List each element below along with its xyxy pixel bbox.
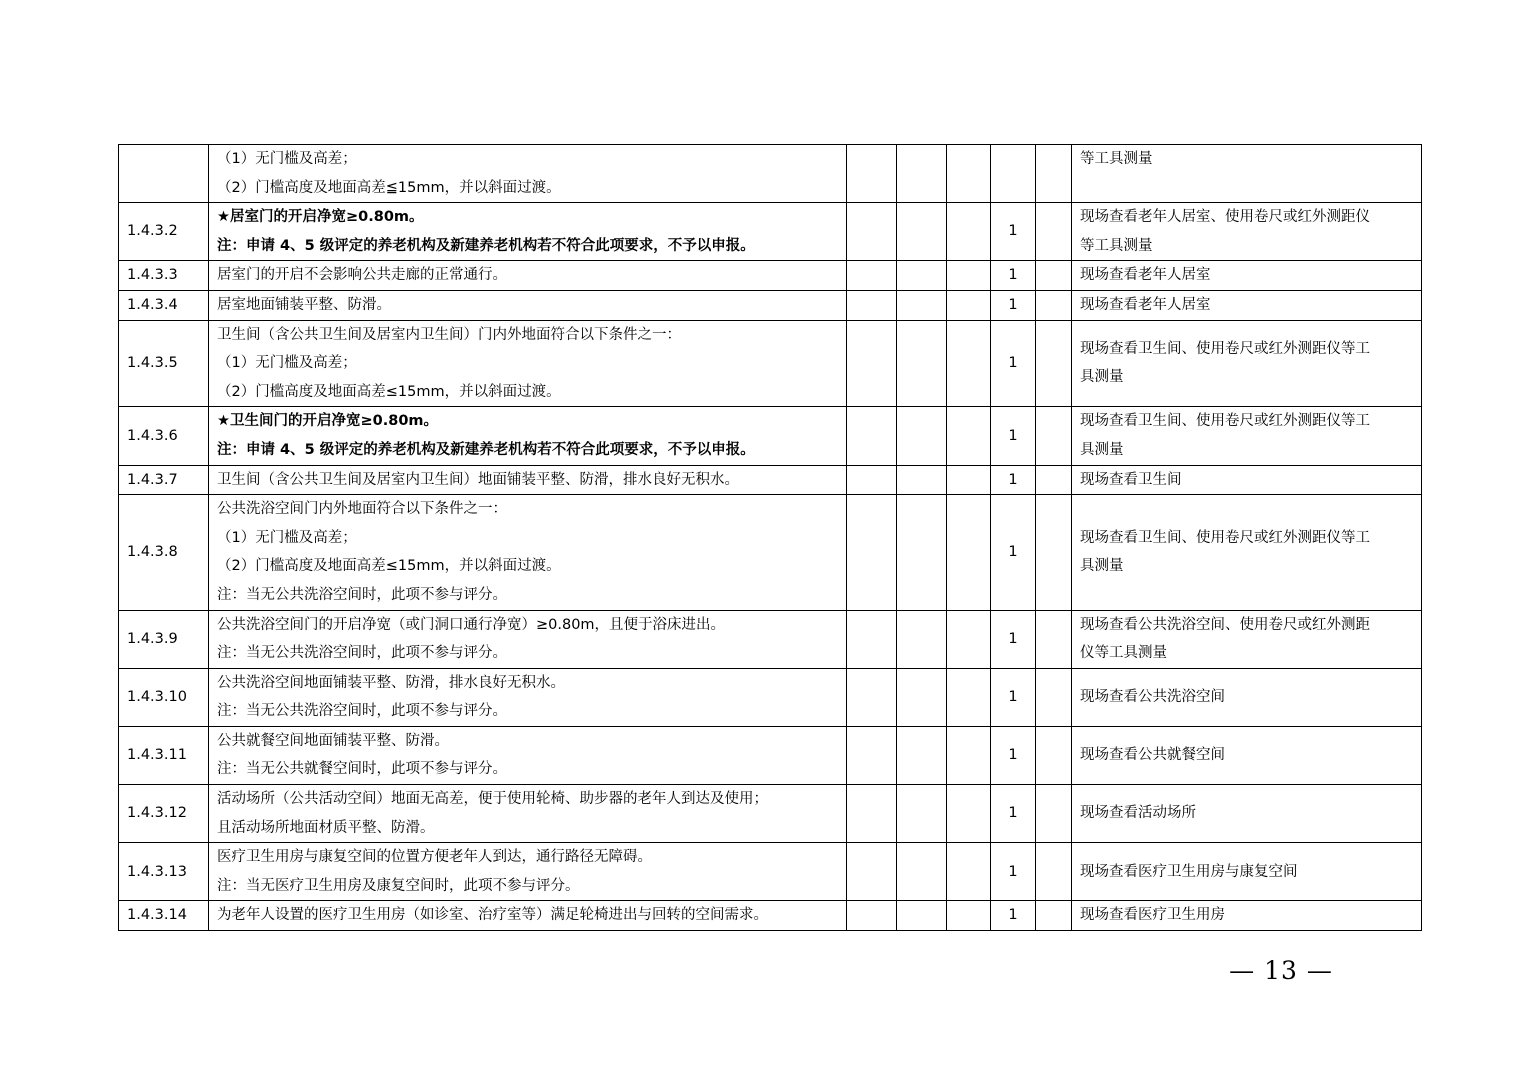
item-content <box>209 785 847 843</box>
item-content <box>209 843 847 901</box>
method-line: 等工具测量 <box>1080 151 1153 167</box>
content-line: 活动场所（公共活动空间）地面无高差，便于使用轮椅、助步器的老年人到达及使用； <box>217 791 768 808</box>
blank-cell <box>897 145 947 203</box>
item-number: 1.4.3.14 <box>119 901 209 931</box>
score-cell: 1 <box>991 610 1036 668</box>
blank-cell <box>847 407 897 465</box>
method-line: 现场查看卫生间、使用卷尺或红外测距仪等工 <box>1080 340 1370 357</box>
content-line: 注：当无公共洗浴空间时，此项不参与评分。 <box>217 645 507 662</box>
blank-cell <box>1036 407 1072 465</box>
method-line: 现场查看公共洗浴空间、使用卷尺或红外测距 <box>1080 616 1370 633</box>
item-number: 1.4.3.9 <box>119 610 209 668</box>
item-number: 1.4.3.7 <box>119 465 209 495</box>
blank-cell <box>947 290 991 320</box>
content-line: 为老年人设置的医疗卫生用房（如诊室、治疗室等）满足轮椅进出与回转的空间需求。 <box>217 907 768 924</box>
blank-cell <box>1036 320 1072 407</box>
item-number <box>119 145 209 203</box>
blank-cell <box>897 407 947 465</box>
item-content <box>209 668 847 726</box>
method-line: 现场查看老年人居室、使用卷尺或红外测距仪 <box>1080 209 1370 226</box>
score-cell: 1 <box>991 726 1036 784</box>
score-cell: 1 <box>991 290 1036 320</box>
score-cell: 1 <box>991 407 1036 465</box>
table-row <box>119 901 1422 931</box>
blank-cell <box>897 495 947 610</box>
item-number: 1.4.3.12 <box>119 785 209 843</box>
item-content <box>209 465 847 495</box>
inspection-method <box>1072 843 1422 901</box>
score-cell: 1 <box>991 465 1036 495</box>
item-content <box>209 407 847 465</box>
blank-cell <box>1036 261 1072 291</box>
blank-cell <box>947 261 991 291</box>
blank-cell <box>1036 203 1072 261</box>
blank-cell <box>947 668 991 726</box>
blank-cell <box>897 668 947 726</box>
blank-cell <box>947 785 991 843</box>
item-content <box>209 290 847 320</box>
item-content <box>209 203 847 261</box>
method-line: 现场查看老年人居室 <box>1080 267 1211 284</box>
content-line: 公共洗浴空间门内外地面符合以下条件之一： <box>217 501 507 518</box>
method-line: 现场查看卫生间 <box>1080 471 1182 488</box>
table-row <box>119 261 1422 291</box>
content-line: 注：当无公共洗浴空间时，此项不参与评分。 <box>217 703 507 720</box>
content-line: 且活动场所地面材质平整、防滑。 <box>217 819 435 836</box>
score-cell: 1 <box>991 495 1036 610</box>
blank-cell <box>1036 785 1072 843</box>
blank-cell <box>897 843 947 901</box>
item-content <box>209 261 847 291</box>
content-line: （1）无门槛及高差； <box>217 355 357 372</box>
table-row <box>119 203 1422 261</box>
content-line: 医疗卫生用房与康复空间的位置方便老年人到达，通行路径无障碍。 <box>217 849 652 866</box>
blank-cell <box>1036 145 1072 203</box>
blank-cell <box>1036 901 1072 931</box>
table-row <box>119 495 1422 610</box>
table-row <box>119 145 1422 203</box>
blank-cell <box>847 320 897 407</box>
content-line: 公共洗浴空间地面铺装平整、防滑，排水良好无积水。 <box>217 674 565 691</box>
blank-cell <box>897 320 947 407</box>
blank-cell <box>847 668 897 726</box>
table-row <box>119 785 1422 843</box>
item-number: 1.4.3.11 <box>119 726 209 784</box>
blank-cell <box>897 203 947 261</box>
blank-cell <box>897 465 947 495</box>
content-line: （1）无门槛及高差； <box>217 151 357 167</box>
method-line: 现场查看医疗卫生用房 <box>1080 907 1225 924</box>
content-line: ★卫生间门的开启净宽≥0.80m。 <box>217 413 439 430</box>
content-line: 注：申请 4、5 级评定的养老机构及新建养老机构若不符合此项要求，不予以申报。 <box>217 237 755 254</box>
blank-cell <box>847 610 897 668</box>
item-content <box>209 726 847 784</box>
content-line: 卫生间（含公共卫生间及居室内卫生间）地面铺装平整、防滑，排水良好无积水。 <box>217 471 739 488</box>
method-line: 现场查看老年人居室 <box>1080 296 1211 313</box>
inspection-method <box>1072 320 1422 407</box>
inspection-method <box>1072 465 1422 495</box>
score-cell: 1 <box>991 843 1036 901</box>
method-line: 现场查看卫生间、使用卷尺或红外测距仪等工 <box>1080 529 1370 546</box>
score-cell <box>991 145 1036 203</box>
table-row <box>119 290 1422 320</box>
blank-cell <box>847 785 897 843</box>
blank-cell <box>947 726 991 784</box>
blank-cell <box>897 290 947 320</box>
inspection-method <box>1072 610 1422 668</box>
blank-cell <box>947 407 991 465</box>
content-line: 居室门的开启不会影响公共走廊的正常通行。 <box>217 267 507 284</box>
method-line: 具测量 <box>1080 558 1124 575</box>
blank-cell <box>947 495 991 610</box>
item-content <box>209 901 847 931</box>
inspection-method <box>1072 290 1422 320</box>
method-line: 具测量 <box>1080 369 1124 386</box>
item-number: 1.4.3.5 <box>119 320 209 407</box>
content-line: 卫生间（含公共卫生间及居室内卫生间）门内外地面符合以下条件之一： <box>217 326 681 343</box>
score-cell: 1 <box>991 668 1036 726</box>
page-number: — 13 — <box>1229 956 1333 985</box>
item-number: 1.4.3.3 <box>119 261 209 291</box>
method-line: 现场查看医疗卫生用房与康复空间 <box>1080 863 1298 880</box>
table-row <box>119 843 1422 901</box>
blank-cell <box>847 726 897 784</box>
inspection-method <box>1072 261 1422 291</box>
inspection-method <box>1072 785 1422 843</box>
inspection-method <box>1072 726 1422 784</box>
item-number: 1.4.3.10 <box>119 668 209 726</box>
blank-cell <box>947 901 991 931</box>
blank-cell <box>947 843 991 901</box>
blank-cell <box>1036 495 1072 610</box>
score-cell: 1 <box>991 261 1036 291</box>
blank-cell <box>847 203 897 261</box>
content-line: （2）门槛高度及地面高差≦15mm，并以斜面过渡。 <box>217 179 561 196</box>
method-line: 现场查看活动场所 <box>1080 805 1196 822</box>
blank-cell <box>897 785 947 843</box>
content-line: ★居室门的开启净宽≥0.80m。 <box>217 209 424 226</box>
table-row <box>119 610 1422 668</box>
blank-cell <box>897 901 947 931</box>
item-number: 1.4.3.2 <box>119 203 209 261</box>
blank-cell <box>947 145 991 203</box>
table-row <box>119 407 1422 465</box>
table-row <box>119 668 1422 726</box>
blank-cell <box>847 901 897 931</box>
blank-cell <box>847 465 897 495</box>
blank-cell <box>947 203 991 261</box>
inspection-method <box>1072 495 1422 610</box>
score-cell: 1 <box>991 203 1036 261</box>
blank-cell <box>1036 465 1072 495</box>
method-line: 现场查看公共就餐空间 <box>1080 747 1225 764</box>
content-line: 注：当无公共就餐空间时，此项不参与评分。 <box>217 761 507 778</box>
blank-cell <box>1036 726 1072 784</box>
inspection-method <box>1072 901 1422 931</box>
item-number: 1.4.3.6 <box>119 407 209 465</box>
content-line: （2）门槛高度及地面高差≤15mm，并以斜面过渡。 <box>217 558 561 575</box>
score-cell: 1 <box>991 320 1036 407</box>
content-line: （2）门槛高度及地面高差≤15mm，并以斜面过渡。 <box>217 383 561 400</box>
method-line: 具测量 <box>1080 441 1124 458</box>
inspection-method <box>1072 668 1422 726</box>
blank-cell <box>847 261 897 291</box>
blank-cell <box>847 290 897 320</box>
blank-cell <box>897 726 947 784</box>
content-line: （1）无门槛及高差； <box>217 529 357 546</box>
table-row <box>119 320 1422 407</box>
content-line: 注：申请 4、5 级评定的养老机构及新建养老机构若不符合此项要求，不予以申报。 <box>217 441 755 458</box>
evaluation-table <box>118 144 1422 931</box>
blank-cell <box>897 261 947 291</box>
content-line: 注：当无公共洗浴空间时，此项不参与评分。 <box>217 586 507 603</box>
table-row <box>119 726 1422 784</box>
blank-cell <box>847 843 897 901</box>
blank-cell <box>1036 668 1072 726</box>
score-cell: 1 <box>991 785 1036 843</box>
item-number: 1.4.3.13 <box>119 843 209 901</box>
blank-cell <box>1036 843 1072 901</box>
item-number: 1.4.3.4 <box>119 290 209 320</box>
inspection-method <box>1072 145 1422 203</box>
method-line: 仪等工具测量 <box>1080 645 1167 662</box>
blank-cell <box>847 145 897 203</box>
table-row <box>119 465 1422 495</box>
item-content <box>209 145 847 203</box>
blank-cell <box>1036 610 1072 668</box>
content-line: 公共就餐空间地面铺装平整、防滑。 <box>217 732 449 749</box>
score-cell: 1 <box>991 901 1036 931</box>
blank-cell <box>1036 290 1072 320</box>
blank-cell <box>847 495 897 610</box>
item-content <box>209 495 847 610</box>
blank-cell <box>947 320 991 407</box>
method-line: 现场查看公共洗浴空间 <box>1080 688 1225 705</box>
blank-cell <box>897 610 947 668</box>
method-line: 等工具测量 <box>1080 237 1153 254</box>
blank-cell <box>947 610 991 668</box>
content-line: 公共洗浴空间门的开启净宽（或门洞口通行净宽）≥0.80m，且便于浴床进出。 <box>217 616 726 633</box>
inspection-method <box>1072 203 1422 261</box>
item-number: 1.4.3.8 <box>119 495 209 610</box>
content-line: 注：当无医疗卫生用房及康复空间时，此项不参与评分。 <box>217 877 580 894</box>
item-content <box>209 320 847 407</box>
inspection-method <box>1072 407 1422 465</box>
method-line: 现场查看卫生间、使用卷尺或红外测距仪等工 <box>1080 413 1370 430</box>
item-content <box>209 610 847 668</box>
blank-cell <box>947 465 991 495</box>
content-line: 居室地面铺装平整、防滑。 <box>217 296 391 313</box>
